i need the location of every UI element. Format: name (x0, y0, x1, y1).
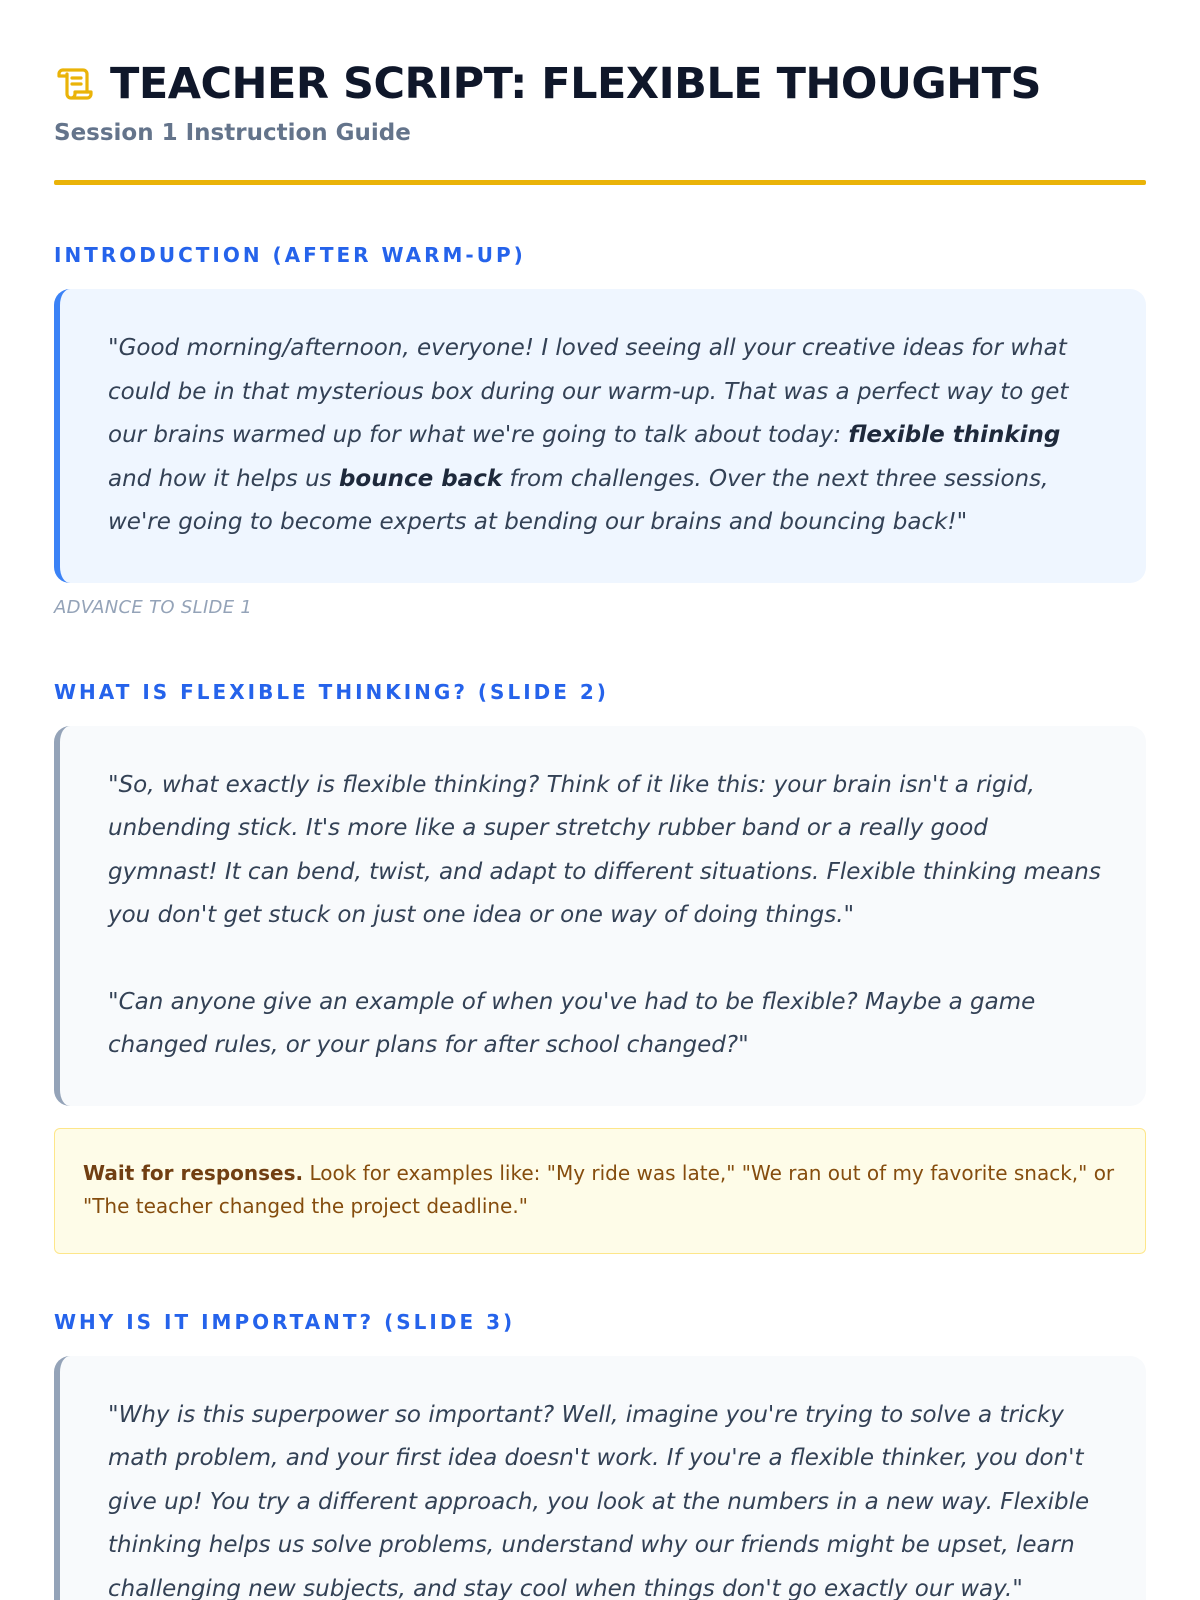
script-box-introduction (54, 289, 1146, 583)
script-text: and how it helps us (108, 465, 339, 492)
script-text: "Good morning/afternoon, everyone! I loved seeing all your creative ideas for what could be in that mysterious box during our warm-up. That was a perfect way to get our brains warmed up for what we're going to talk about today: (108, 335, 1069, 448)
teacher-note-label: Wait for responses. (83, 1160, 304, 1185)
teacher-note-text: Look for examples like: "My ride was late," "We ran out of my favorite snack," or "The teacher changed the project deadline." (83, 1160, 1115, 1218)
section-heading-what-is-flexible-thinking: WHAT IS FLEXIBLE THINKING? (SLIDE 2) (54, 679, 609, 704)
script-paragraph: "Why is this superpower so important? Well, imagine you're trying to solve a tricky math problem, and your first idea doesn't work. If you're a flexible thinker, you don't give up! You try a different approach, you look at the numbers in a new way. Flexible thinking helps us solve problems, understand why our friends might be upset, learn challenging new subjects, and stay cool when things don't go exactly our way." (108, 1401, 1090, 1600)
script-emphasis: flexible thinking (848, 422, 1061, 448)
teacher-note (54, 1128, 1146, 1254)
section-heading-introduction: INTRODUCTION (AFTER WARM-UP) (54, 243, 526, 267)
section-heading-why-important: WHY IS IT IMPORTANT? (SLIDE 3) (54, 1309, 516, 1334)
script-paragraph: "So, what exactly is flexible thinking? Think of it like this: your brain isn't a rigid, unbending stick. It's more like a super stretchy rubber band or a really good gymnast! It can bend, twist, and adapt to different situations. Flexible thinking means you don't get stuck on just one idea or one way of doing things." (108, 771, 1101, 928)
script-emphasis: bounce back (338, 465, 503, 492)
header-divider (54, 180, 1146, 185)
script-text: from challenges. Over the next three sessions, we're going to become experts at bending our brains and bouncing back!" (108, 465, 1049, 535)
stage-direction: ADVANCE TO SLIDE 1 (54, 596, 253, 618)
script-paragraph (108, 327, 1102, 545)
script-box-why-important (54, 1356, 1146, 1600)
script-paragraph: "Can anyone give an example of when you've had to be flexible? Maybe a game changed rules, or your plans for after school changed?" (108, 988, 1036, 1058)
script-box-what-is-flexible-thinking (54, 726, 1146, 1106)
document-header (54, 0, 1146, 114)
scroll-icon (54, 64, 94, 104)
page-subtitle: Session 1 Instruction Guide (54, 120, 411, 146)
page-title: TEACHER SCRIPT: FLEXIBLE THOUGHTS (110, 59, 1041, 109)
